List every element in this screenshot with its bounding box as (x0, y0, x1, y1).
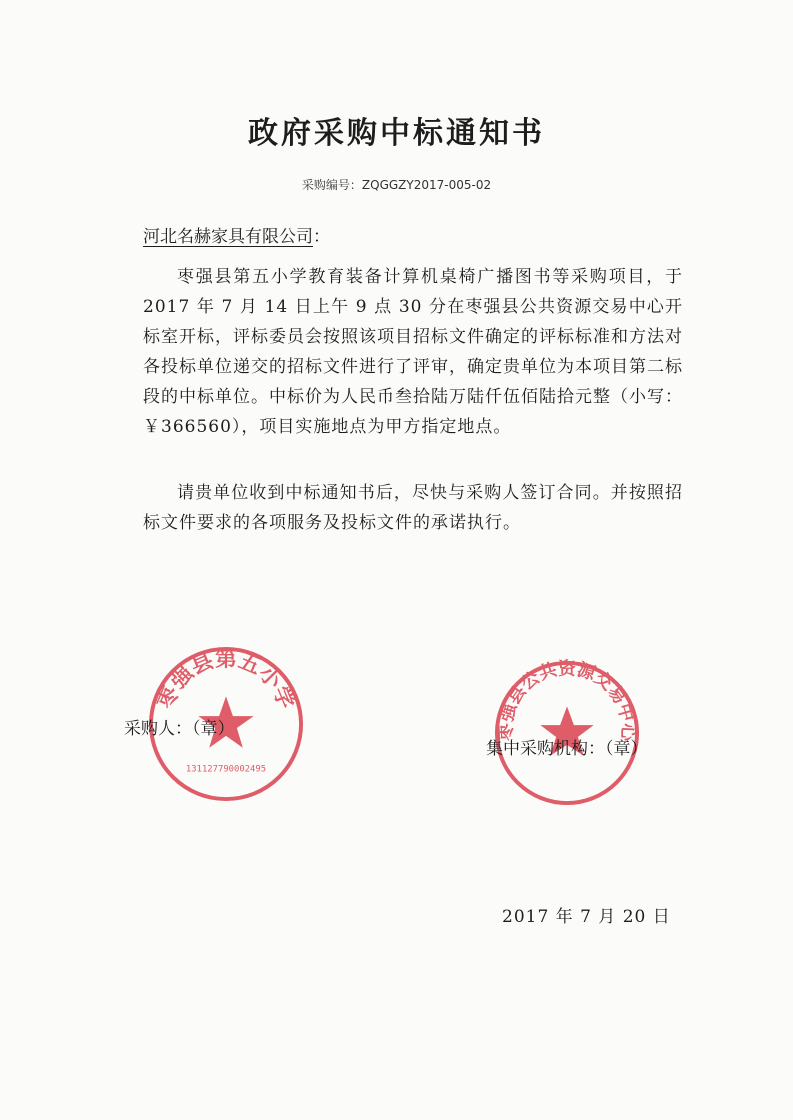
procurement-number (0, 176, 793, 193)
agency-seal (493, 659, 641, 807)
buyer-signature: 采购人：（章） (124, 719, 235, 739)
procurement-number-value: ZQGGZY2017-005-02 (361, 178, 492, 192)
recipient-company: 河北名赫家具有限公司 (143, 227, 313, 247)
procurement-number-label: 采购编号： (301, 178, 362, 192)
issue-date: 2017 年 7 月 20 日 (502, 907, 671, 927)
recipient-line (143, 222, 330, 247)
agency-signature: 集中采购机构：（章） (486, 739, 648, 759)
document-title: 政府采购中标通知书 (248, 116, 545, 151)
buyer-seal-number: 131127790002495 (185, 764, 267, 775)
body-paragraph-1: 枣强县第五小学教育装备计算机桌椅广播图书等采购项目，于 2017 年 7 月 14 日上午 9 点 30 分在枣强县公共资源交易中心开标室开标，评标委员会按照该项目招标文件确定的评标标准和方法对各投标单位递交的招标文件进行了评审，确定贵单位为本项目第二标段的中标单位。中标价为人民币叁拾陆万陆仟伍佰陆拾元整（小写：￥366560），项目实施地点为甲方指定地点。 (143, 267, 683, 437)
agency-seal-text: 枣强县公共资源交易中心 (496, 659, 638, 742)
body-paragraph-2: 请贵单位收到中标通知书后，尽快与采购人签订合同。并按照招标文件要求的各项服务及投标文件的承诺执行。 (143, 483, 683, 533)
recipient-colon: ： (313, 227, 330, 247)
buyer-seal-text: 枣强县第五小学 (153, 646, 299, 713)
